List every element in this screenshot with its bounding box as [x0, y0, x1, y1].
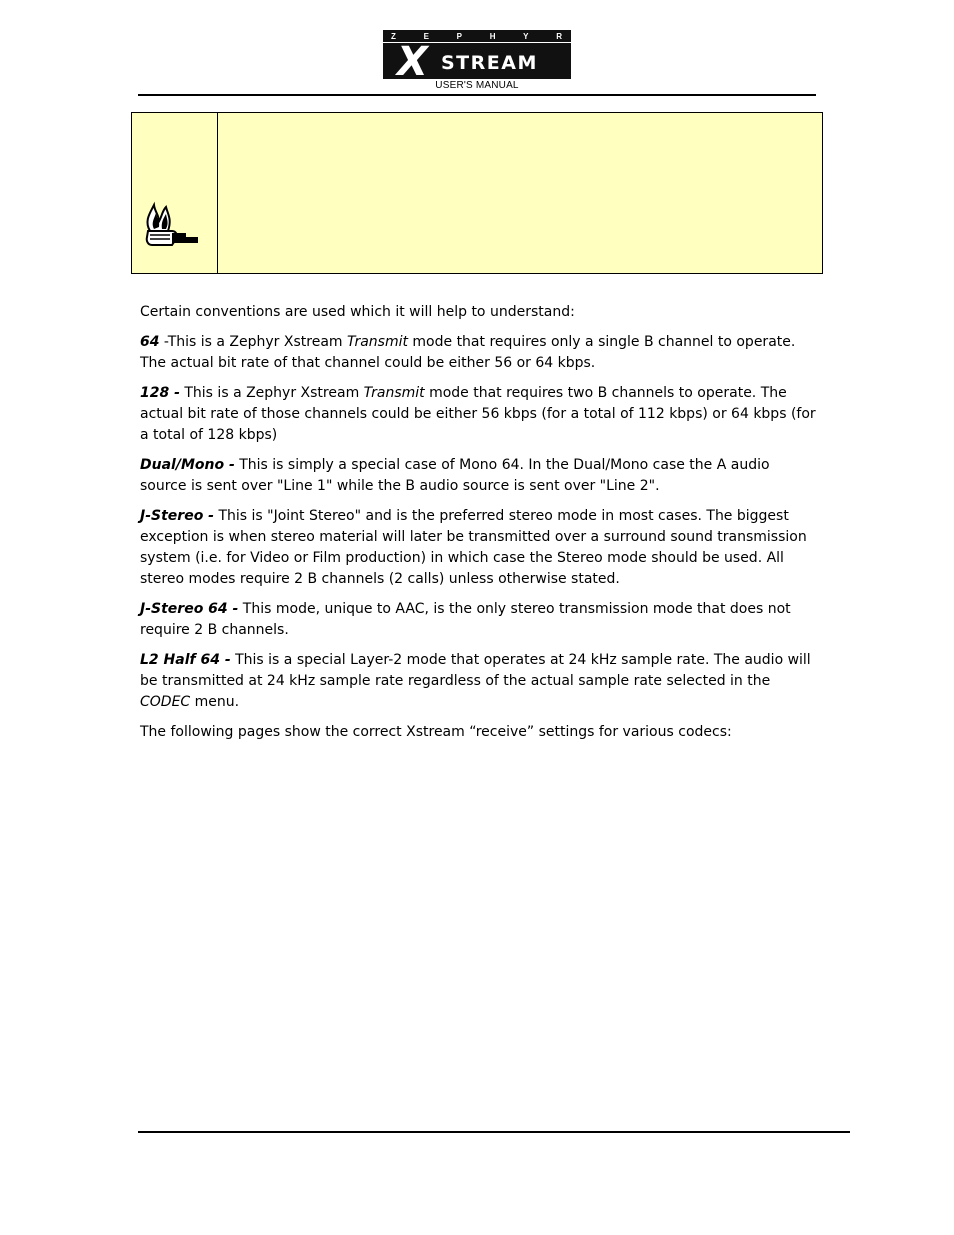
footer-rule	[138, 1131, 850, 1133]
zephyr-xstream-logo	[383, 30, 571, 85]
definition-term: L2 Half 64 -	[140, 652, 231, 669]
definition-text: mode that requires only a single B channel to operate. The actual bit rate of that channel could be either 56 or 64 kbps.	[140, 334, 796, 372]
definition-term: J-Stereo -	[140, 508, 214, 525]
flame-pointing-hand-icon	[142, 201, 202, 251]
definition-text: This is "Joint Stereo" and is the preferred stereo mode in most cases. The biggest exception is when stereo material will later be transmitted over a surround sound transmission system (i.e. for Video or Film production) in which case the Stereo mode should be used. All stereo modes require 2 B channels (2 calls) unless otherwise stated.	[140, 508, 807, 587]
definition-text: -This is a Zephyr Xstream	[159, 334, 347, 351]
definition-text: This is simply a special case of Mono 64. In the Dual/Mono case the A audio source is sent over "Line 1" while the B audio source is sent over "Line 2".	[140, 457, 770, 495]
logo-letter: Y	[523, 31, 530, 41]
definition-emphasis: Transmit	[346, 334, 408, 351]
logo-letter: H	[489, 31, 497, 41]
definition-paragraph-64	[140, 332, 816, 374]
definition-emphasis: CODEC	[140, 693, 191, 710]
definition-term: J-Stereo 64 -	[140, 601, 239, 618]
closing-paragraph: The following pages show the correct Xstream “receive” settings for various codecs:	[140, 724, 732, 741]
header-rule	[138, 94, 816, 96]
document-body	[140, 302, 816, 752]
definition-term: 64	[140, 334, 160, 351]
logo-letter: Z	[391, 31, 397, 41]
definition-paragraph-dual-mono	[140, 455, 816, 497]
logo-letter: P	[456, 31, 463, 41]
definition-emphasis: Transmit	[363, 385, 425, 402]
logo-letter: R	[556, 31, 563, 41]
definition-paragraph-j-stereo-64	[140, 599, 816, 641]
note-text-cell	[218, 113, 822, 273]
intro-paragraph: Certain conventions are used which it will help to understand:	[140, 304, 575, 320]
definition-text: mode that requires two B channels to operate. The actual bit rate of those channels could be either 56 kbps (for a total of 112 kbps) or 64 kbps (for a total of 128 kbps)	[140, 385, 816, 443]
definition-paragraph-j-stereo	[140, 506, 816, 589]
logo-wordmark	[383, 39, 571, 85]
definition-paragraph-128	[140, 383, 816, 445]
logo-stream: STREAM	[441, 52, 538, 74]
logo-x: X	[397, 39, 428, 85]
definition-text: This is a special Layer-2 mode that operates at 24 kHz sample rate. The audio will be transmitted at 24 kHz sample rate regardless of the actual sample rate selected in the	[140, 652, 811, 689]
logo-letter: E	[423, 31, 430, 41]
note-box	[131, 112, 823, 274]
note-icon-cell	[132, 113, 218, 273]
header-subtitle: USER'S MANUAL	[435, 80, 519, 91]
definition-term: Dual/Mono -	[140, 457, 235, 474]
definition-text: menu.	[190, 693, 240, 710]
definition-text: This is a Zephyr Xstream	[179, 385, 364, 402]
definition-paragraph-l2-half-64	[140, 650, 816, 712]
definition-text: This mode, unique to AAC, is the only stereo transmission mode that does not require 2 B channels.	[140, 601, 791, 638]
definition-term: 128 -	[140, 385, 180, 402]
